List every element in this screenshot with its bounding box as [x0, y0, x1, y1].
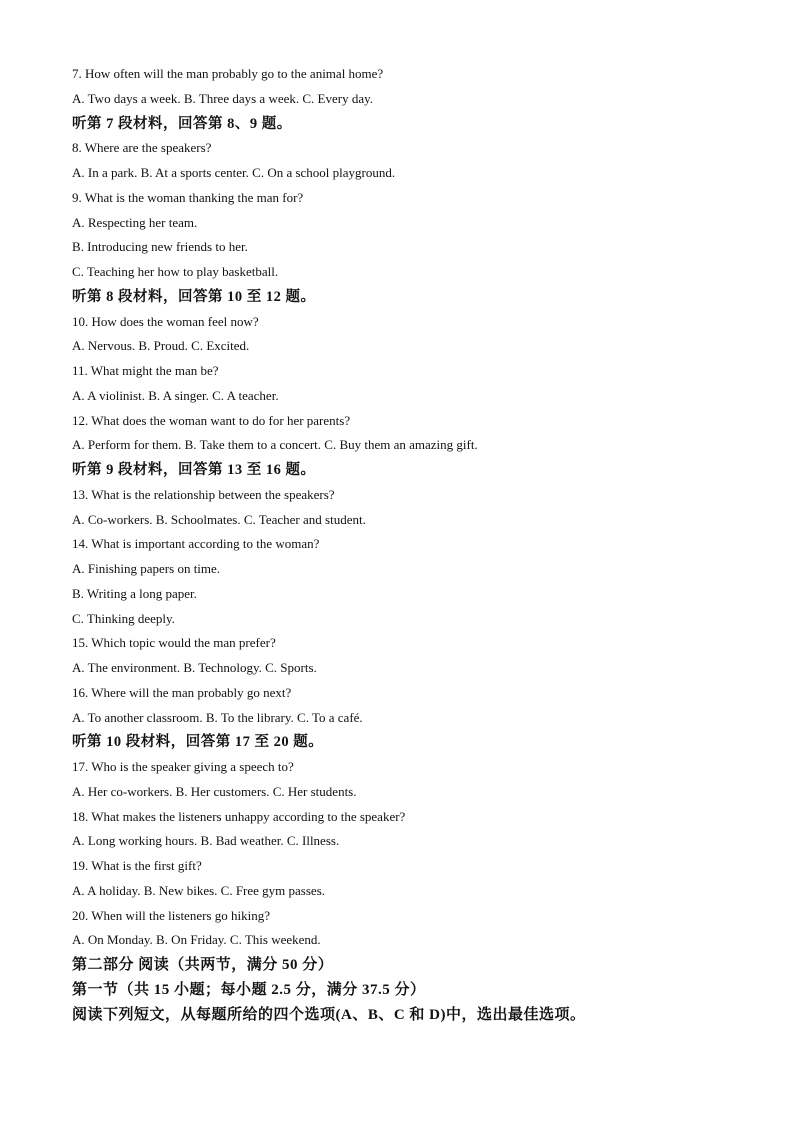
section-one-heading: 第一节（共 15 小题；每小题 2.5 分，满分 37.5 分） — [72, 981, 426, 998]
options-10: A. Nervous. B. Proud. C. Excited. — [72, 338, 250, 354]
part-two-heading: 第二部分 阅读（共两节，满分 50 分） — [72, 957, 334, 973]
question-19: 19. What is the first gift? — [72, 858, 202, 873]
option-14a: A. Finishing papers on time. — [72, 561, 221, 576]
question-11: 11. What might the man be? — [72, 363, 219, 378]
document-page — [72, 62, 752, 1027]
options-20: A. On Monday. B. On Friday. C. This weekend. — [72, 932, 321, 948]
section-heading-passage-7: 听第 7 段材料，回答第 8、9 题。 — [72, 115, 292, 132]
options-17: A. Her co-workers. B. Her customers. C. Her students. — [72, 783, 357, 799]
options-16: A. To another classroom. B. To the library. C. To a café. — [72, 709, 363, 725]
option-14b: B. Writing a long paper. — [72, 585, 197, 601]
option-9c: C. Teaching her how to play basketball. — [72, 264, 279, 279]
question-16: 16. Where will the man probably go next? — [72, 684, 292, 700]
options-15: A. The environment. B. Technology. C. Sports. — [72, 660, 317, 675]
question-17: 17. Who is the speaker giving a speech to? — [72, 759, 294, 774]
reading-instructions: 阅读下列短文，从每题所给的四个选项(A、B、C 和 D)中，选出最佳选项。 — [72, 1006, 586, 1023]
section-heading-passage-9: 听第 9 段材料，回答第 13 至 16 题。 — [72, 462, 316, 478]
question-9: 9. What is the woman thanking the man for? — [72, 189, 304, 205]
option-14c: C. Thinking deeply. — [72, 610, 175, 626]
question-14: 14. What is important according to the woman? — [72, 536, 320, 552]
section-heading-passage-10: 听第 10 段材料，回答第 17 至 20 题。 — [72, 734, 324, 751]
section-heading-passage-8: 听第 8 段材料，回答第 10 至 12 题。 — [72, 288, 316, 305]
question-10: 10. How does the woman feel now? — [72, 313, 259, 329]
options-7: A. Two days a week. B. Three days a week. C. Every day. — [72, 90, 374, 106]
options-12: A. Perform for them. B. Take them to a concert. C. Buy them an amazing gift. — [72, 437, 478, 453]
options-19: A. A holiday. B. New bikes. C. Free gym passes. — [72, 882, 325, 898]
options-8: A. In a park. B. At a sports center. C. On a school playground. — [72, 165, 396, 180]
option-9b: B. Introducing new friends to her. — [72, 239, 248, 255]
options-13: A. Co-workers. B. Schoolmates. C. Teacher and student. — [72, 511, 366, 527]
question-8: 8. Where are the speakers? — [72, 140, 212, 156]
question-20: 20. When will the listeners go hiking? — [72, 907, 270, 923]
options-18: A. Long working hours. B. Bad weather. C. Illness. — [72, 833, 340, 849]
options-11: A. A violinist. B. A singer. C. A teacher. — [72, 387, 279, 403]
question-13: 13. What is the relationship between the speakers? — [72, 486, 335, 502]
option-9a: A. Respecting her team. — [72, 214, 198, 230]
question-18: 18. What makes the listeners unhappy according to the speaker? — [72, 808, 406, 824]
question-7: 7. How often will the man probably go to the animal home? — [72, 66, 384, 81]
question-12: 12. What does the woman want to do for her parents? — [72, 412, 351, 428]
question-15: 15. Which topic would the man prefer? — [72, 635, 276, 651]
